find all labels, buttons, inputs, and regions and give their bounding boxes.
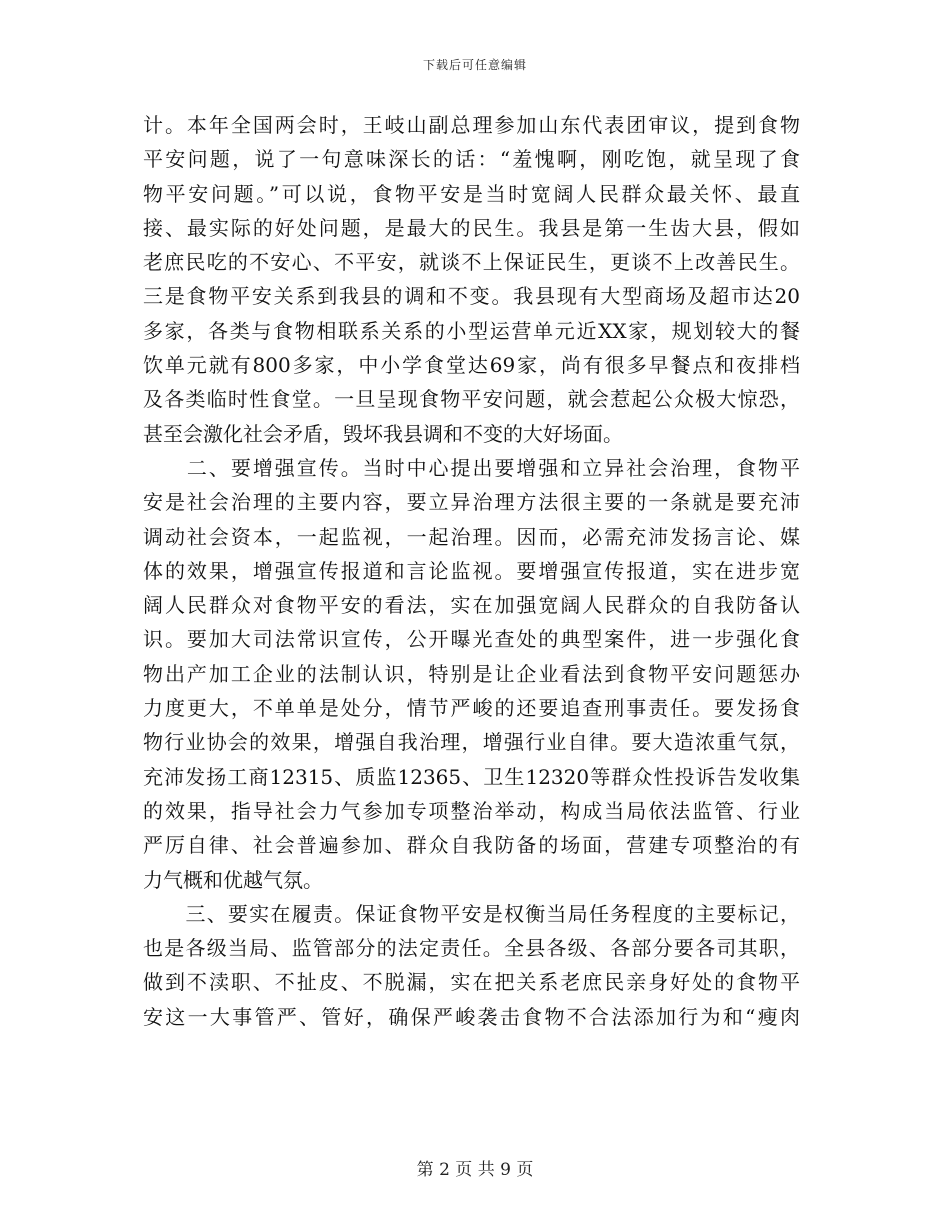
text-line: 的效果，指导社会力气参加专项整治举动，构成当局依法监管、行业	[143, 798, 800, 823]
text-line: 严厉自律、社会普遍参加、群众自我防备的场面，营建专项整治的有	[143, 833, 800, 858]
text-line: 物行业协会的效果，增强自我治理，增强行业自律。要大造浓重气氛，	[143, 730, 800, 755]
document-body	[143, 108, 800, 1034]
paragraph-heading-line: 二、要增强宣传。当时中心提出要增强和立异社会治理，食物平	[143, 455, 800, 480]
text-line: 识。要加大司法常识宣传，公开曝光查处的典型案件，进一步强化食	[143, 627, 800, 652]
text-line: 阔人民群众对食物平安的看法，实在加强宽阔人民群众的自我防备认	[143, 593, 800, 618]
text-line: 力度更大，不单单是处分，情节严峻的还要追查刑事责任。要发扬食	[143, 696, 800, 721]
text-line: 计。本年全国两会时，王岐山副总理参加山东代表团审议，提到食物	[143, 113, 800, 137]
text-line: 及各类临时性食堂。一旦呈现食物平安问题，就会惹起公众极大惊恐，	[143, 387, 800, 412]
text-line: 做到不渎职、不扯皮、不脱漏，实在把关系老庶民亲身好处的食物平	[143, 970, 800, 995]
text-line: 调动社会资本，一起监视，一起治理。因而，必需充沛发扬言论、媒	[143, 524, 800, 549]
text-line: 安是社会治理的主要内容，要立异治理方法很主要的一条就是要充沛	[143, 490, 800, 515]
text-line: 力气概和优越气氛。	[143, 867, 323, 892]
text-line: 体的效果，增强宣传报道和言论监视。要增强宣传报道，实在进步宽	[143, 558, 800, 583]
text-line: 老庶民吃的不安心、不平安，就谈不上保证民生，更谈不上改善民生。	[143, 250, 800, 275]
text-line: 甚至会激化社会矛盾，毁坏我县调和不变的大好场面。	[143, 421, 623, 446]
text-line: 多家，各类与食物相联系关系的小型运营单元近XX家，规划较大的餐	[143, 318, 800, 343]
page-number: 第 2 页 共 9 页	[416, 1160, 534, 1180]
page-header-note: 下载后可任意编辑	[422, 58, 527, 72]
text-line: 也是各级当局、监管部分的法定责任。全县各级、各部分要各司其职，	[143, 936, 800, 961]
text-line: 充沛发扬工商12315、质监12365、卫生12320等群众性投诉告发收集	[143, 764, 800, 789]
text-line: 接、最实际的好处问题，是最大的民生。我县是第一生齿大县，假如	[143, 215, 800, 240]
paragraph-heading-line: 三、要实在履责。保证食物平安是权衡当局任务程度的主要标记，	[143, 901, 800, 926]
text-line: 三是食物平安关系到我县的调和不变。我县现有大型商场及超市达20	[143, 284, 800, 309]
text-line: 饮单元就有800多家，中小学食堂达69家，尚有很多早餐点和夜排档	[143, 353, 800, 378]
text-line: 物出产加工企业的法制认识，特别是让企业看法到食物平安问题惩办	[143, 661, 800, 686]
text-line: 安这一大事管严、管好，确保严峻袭击食物不合法添加行为和“瘦肉	[143, 1004, 800, 1029]
text-line: 物平安问题。”可以说，食物平安是当时宽阔人民群众最关怀、最直	[143, 181, 800, 206]
text-line: 平安问题，说了一句意味深长的话：“羞愧啊，刚吃饱，就呈现了食	[143, 147, 800, 172]
